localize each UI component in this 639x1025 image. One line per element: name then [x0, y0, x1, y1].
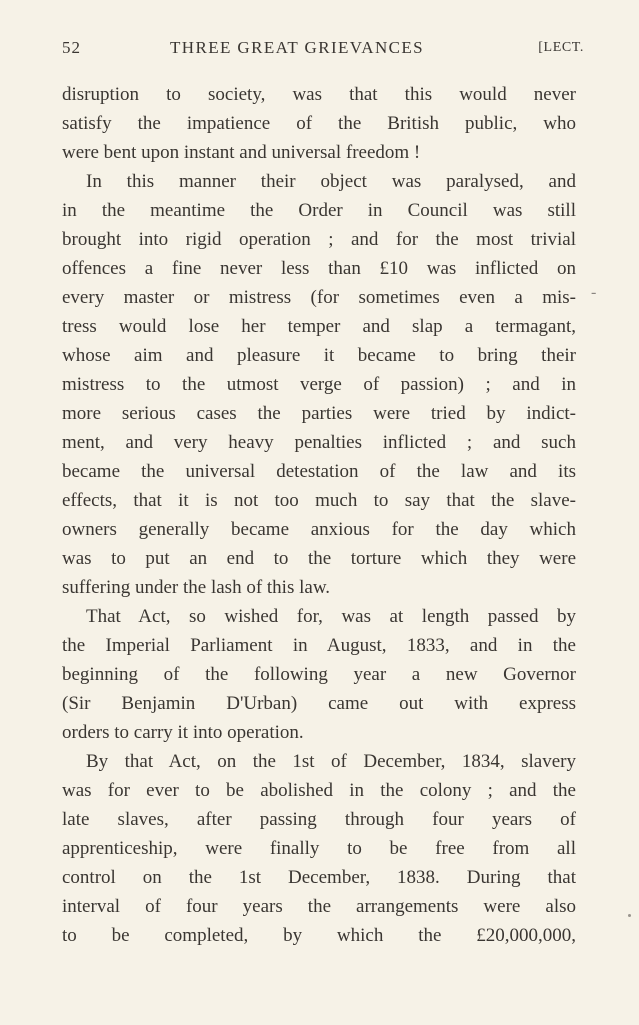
text-line: the Imperial Parliament in August, 1833, and in the [62, 635, 576, 656]
text-line: suffering under the lash of this law. [62, 577, 331, 598]
text-line: offences a fine never less than £10 was inflicted on [62, 258, 576, 279]
paragraph-start-line: In this manner their object was paralysed, and [86, 171, 576, 192]
text-line: late slaves, after passing through four years of [62, 809, 576, 830]
margin-speck [628, 914, 631, 917]
margin-mark: - [591, 284, 597, 301]
text-line: beginning of the following year a new Governor [62, 664, 576, 685]
text-line: interval of four years the arrangements were also [62, 896, 576, 917]
text-line: in the meantime the Order in Council was still [62, 200, 576, 221]
text-line: to be completed, by which the £20,000,000, [62, 925, 576, 946]
section-mark: [LECT. [538, 40, 584, 55]
text-line: more serious cases the parties were tried by indict- [62, 403, 576, 424]
text-line: owners generally became anxious for the day which [62, 519, 576, 540]
text-line: control on the 1st December, 1838. During that [62, 867, 576, 888]
page-number: 52 [62, 38, 81, 57]
text-line: brought into rigid operation ; and for the most trivial [62, 229, 576, 250]
body-text [62, 80, 576, 950]
running-head [62, 38, 584, 64]
text-line: mistress to the utmost verge of passion) ; and in [62, 374, 576, 395]
text-line: orders to carry it into operation. [62, 722, 304, 743]
text-line: tress would lose her temper and slap a termagant, [62, 316, 576, 337]
text-line: effects, that it is not too much to say that the slave- [62, 490, 576, 511]
text-line: were bent upon instant and universal freedom ! [62, 142, 421, 163]
text-line: whose aim and pleasure it became to bring their [62, 345, 576, 366]
paragraph-start-line: That Act, so wished for, was at length passed by [86, 606, 576, 627]
text-line: ment, and very heavy penalties inflicted ; and such [62, 432, 576, 453]
text-line: every master or mistress (for sometimes even a mis- [62, 287, 576, 308]
text-line: satisfy the impatience of the British public, who [62, 113, 576, 134]
text-line: disruption to society, was that this would never [62, 84, 576, 105]
text-line: (Sir Benjamin D'Urban) came out with express [62, 693, 576, 714]
paragraph-start-line: By that Act, on the 1st of December, 1834, slavery [86, 751, 576, 772]
text-line: was for ever to be abolished in the colony ; and the [62, 780, 576, 801]
text-line: became the universal detestation of the law and its [62, 461, 576, 482]
text-line: apprenticeship, were finally to be free from all [62, 838, 576, 859]
text-line: was to put an end to the torture which they were [62, 548, 576, 569]
running-title: THREE GREAT GRIEVANCES [170, 38, 425, 57]
